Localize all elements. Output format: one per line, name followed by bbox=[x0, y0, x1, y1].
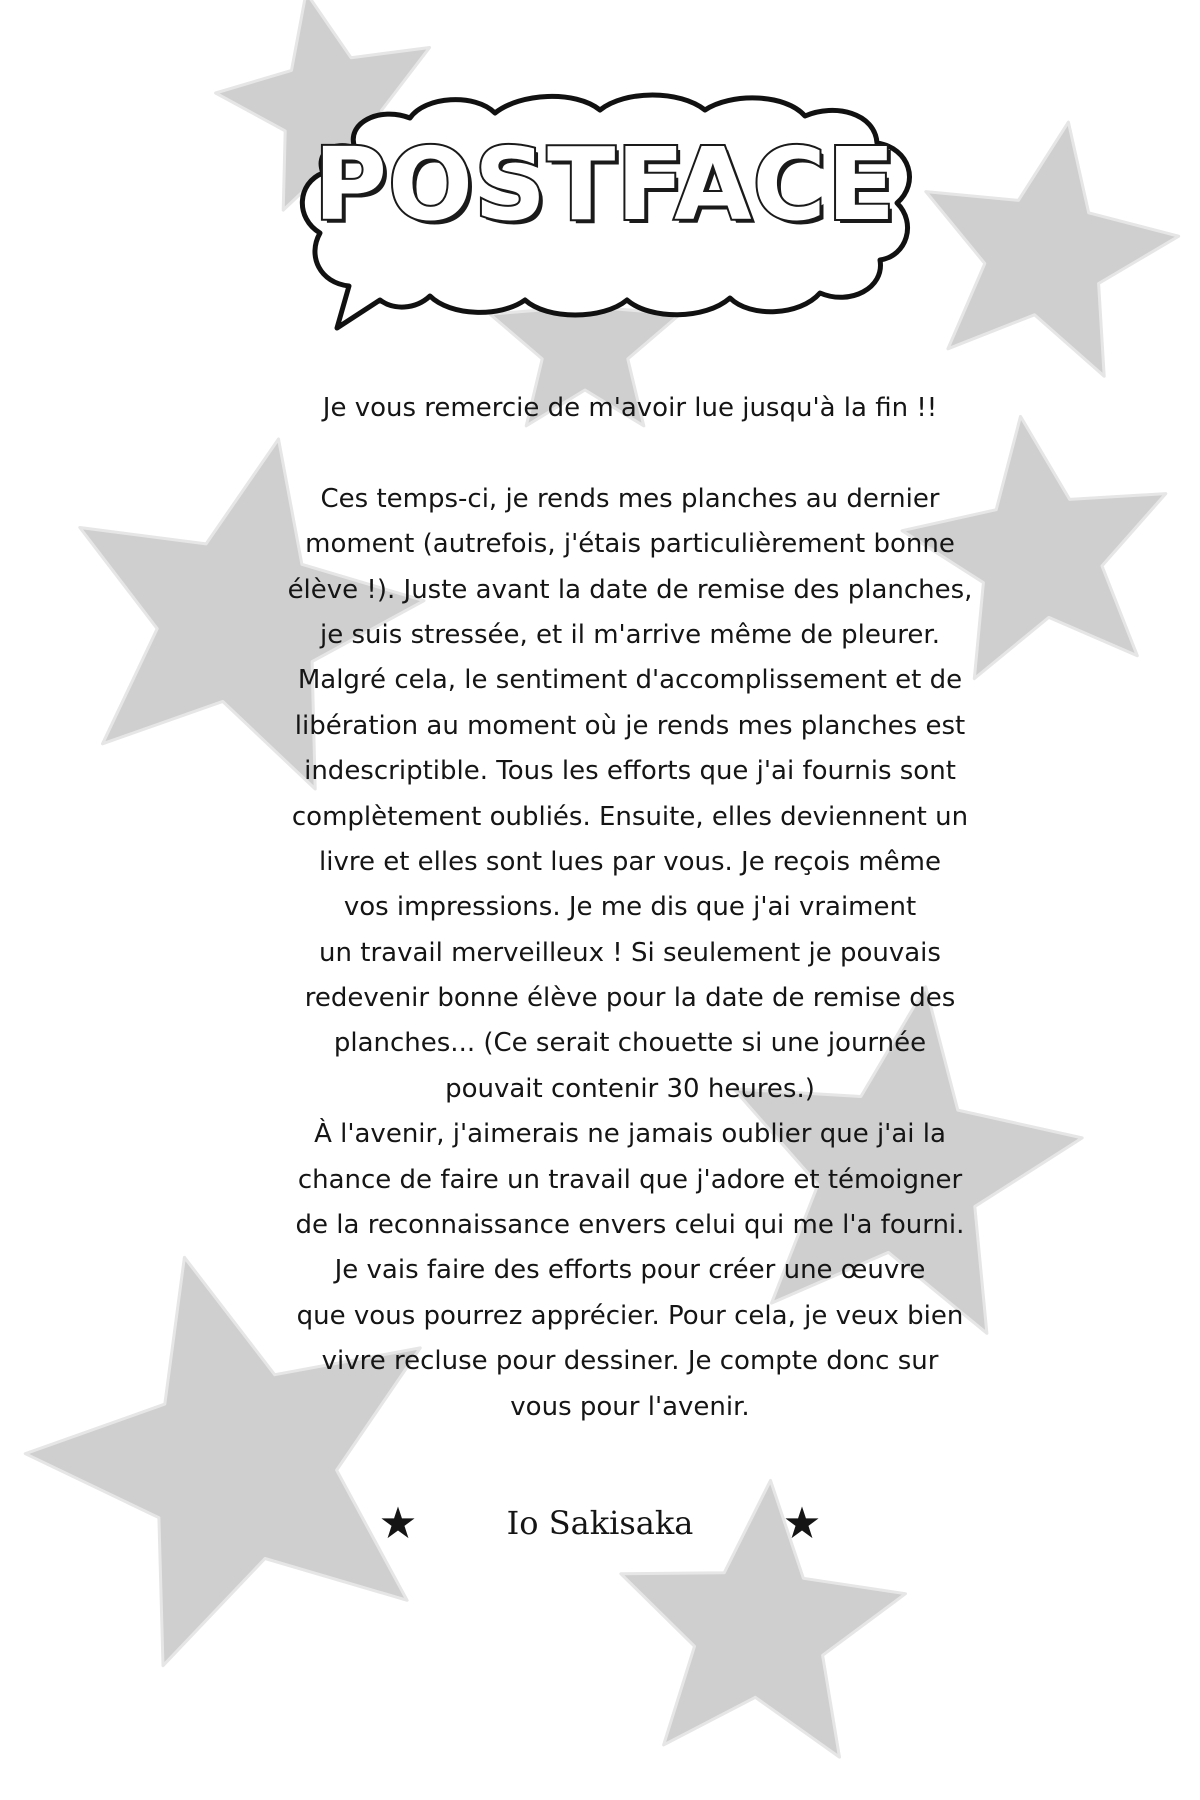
paragraph-gap bbox=[230, 431, 1030, 476]
text-line: Je vais faire des efforts pour créer une œuvre bbox=[334, 1255, 926, 1286]
text-line: complètement oubliés. Ensuite, elles deviennent un bbox=[291, 801, 969, 832]
text-line: vivre recluse pour dessiner. Je compte donc sur bbox=[321, 1346, 939, 1377]
text-line: que vous pourrez apprécier. Pour cela, je veux bien bbox=[296, 1300, 964, 1331]
text-line: Je vous remercie de m'avoir lue jusqu'à la fin !! bbox=[322, 393, 938, 423]
text-line: livre et elles sont lues par vous. Je reçois même bbox=[319, 846, 941, 877]
text-line: Malgré cela, le sentiment d'accomplissement et de bbox=[297, 665, 963, 696]
text-line: de la reconnaissance envers celui qui me l'a fourni. bbox=[295, 1210, 965, 1241]
text-line: chance de faire un travail que j'adore et témoigner bbox=[297, 1164, 963, 1195]
text-line: élève !). Juste avant la date de remise des planches, bbox=[287, 574, 973, 605]
text-line: un travail merveilleux ! Si seulement je pouvais bbox=[319, 937, 941, 968]
postface-text bbox=[230, 386, 1030, 1430]
text-line: pouvait contenir 30 heures.) bbox=[445, 1073, 815, 1104]
text-line: À l'avenir, j'aimerais ne jamais oublier que j'ai la bbox=[314, 1119, 946, 1150]
text-line: vos impressions. Je me dis que j'ai vraiment bbox=[343, 892, 917, 923]
text-line: libération au moment où je rends mes planches est bbox=[294, 710, 966, 741]
text-line: Ces temps-ci, je rends mes planches au dernier bbox=[320, 483, 940, 514]
text-line: je suis stressée, et il m'arrive même de pleurer. bbox=[320, 619, 940, 650]
text-line: vous pour l'avenir. bbox=[510, 1391, 750, 1422]
page-title: POSTFACE bbox=[313, 126, 897, 243]
text-line: indescriptible. Tous les efforts que j'ai fournis sont bbox=[304, 756, 956, 787]
text-line: planches... (Ce serait chouette si une journée bbox=[333, 1028, 927, 1059]
star-icon bbox=[784, 1505, 820, 1541]
text-line: redevenir bonne élève pour la date de remise des bbox=[304, 983, 956, 1014]
author-signature: Io Sakisaka bbox=[506, 1504, 694, 1542]
signature-row bbox=[380, 1498, 820, 1548]
text-line: moment (autrefois, j'étais particulièrement bonne bbox=[305, 529, 955, 560]
star-icon bbox=[926, 122, 1179, 376]
star-icon bbox=[380, 1505, 416, 1541]
